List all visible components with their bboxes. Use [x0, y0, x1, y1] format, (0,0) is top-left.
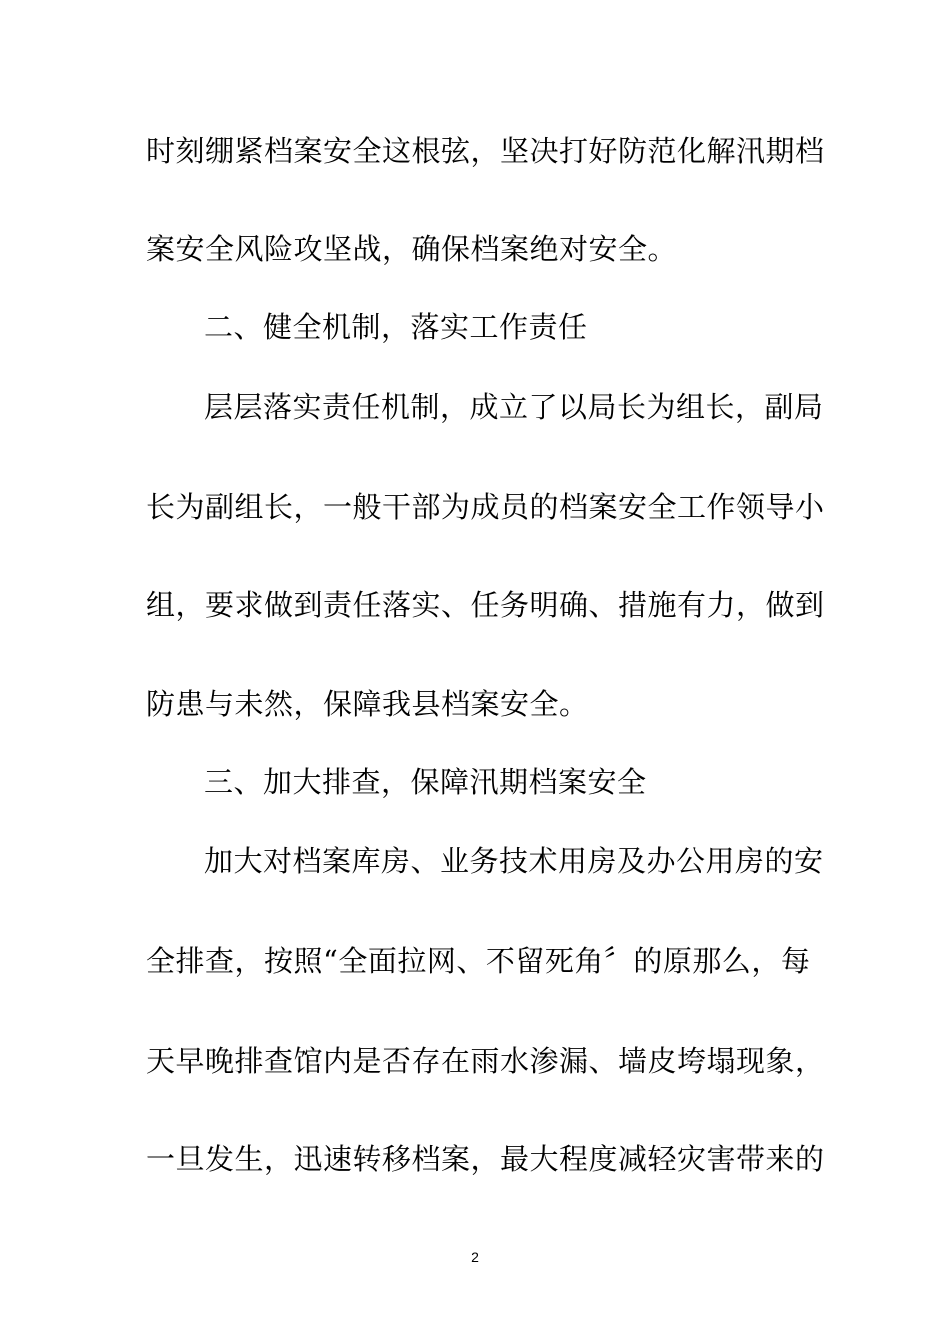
paragraph-line: 层层落实责任机制，成立了以局长为组长，副局	[204, 390, 824, 424]
paragraph-line: 天早晚排查馆内是否存在雨水渗漏、墙皮垮塌现象，	[146, 1044, 825, 1078]
paragraph-line: 防患与未然，保障我县档案安全。	[146, 687, 589, 721]
paragraph-line: 时刻绷紧档案安全这根弦，坚决打好防范化解汛期档	[146, 134, 825, 168]
paragraph-line: 全排查，按照“全面拉网、不留死角〞的原那么，每	[146, 944, 811, 978]
paragraph-line: 组，要求做到责任落实、任务明确、措施有力，做到	[146, 588, 825, 622]
page-number: 2	[471, 1249, 479, 1265]
section-heading: 三、加大排查，保障汛期档案安全	[204, 765, 647, 799]
section-heading: 二、健全机制，落实工作责任	[204, 310, 588, 344]
paragraph-line: 长为副组长，一般干部为成员的档案安全工作领导小	[146, 490, 825, 524]
paragraph-line: 一旦发生，迅速转移档案，最大程度减轻灾害带来的	[146, 1142, 825, 1176]
paragraph-line: 案安全风险攻坚战，确保档案绝对安全。	[146, 232, 678, 266]
paragraph-line: 加大对档案库房、业务技术用房及办公用房的安	[204, 844, 824, 878]
